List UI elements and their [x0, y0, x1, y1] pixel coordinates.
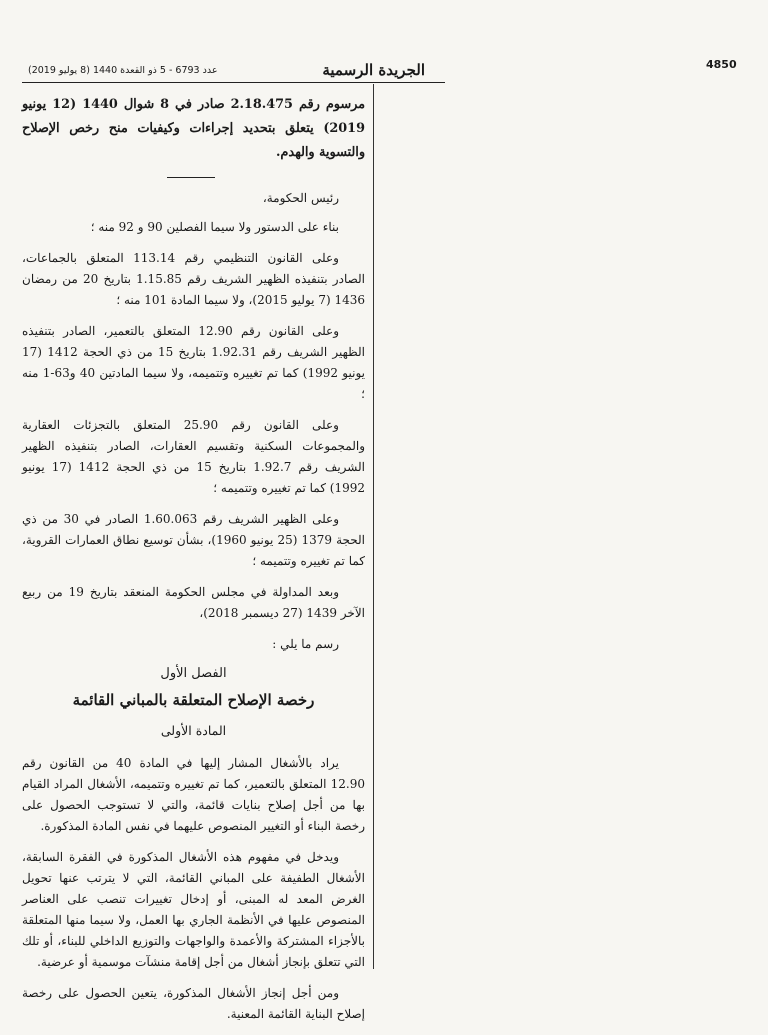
article-label: المادة الأولى: [160, 723, 227, 738]
decree-title: مرسوم رقم 2.18.475 صادر في 8 شوال 1440 (12 يونيو 2019) يتعلق بتحديد إجراءات وكيفيات منح رخص الإصلاح والتسوية والهدم.: [22, 97, 365, 160]
text-column: [22, 93, 365, 1035]
preamble-constitution: بناء على الدستور ولا سيما الفصلين 90 و 92 منه ؛: [90, 220, 339, 234]
column-divider: [373, 84, 374, 969]
preamble-dahir: وعلى الظهير الشريف رقم 1.60.063 الصادر في 30 من ذي الحجة 1379 (25 يونيو 1960)، بشأن توسيع نطاق العمارات القروية، كما تم تغييره وتتميمه ؛: [22, 512, 365, 568]
preamble-head-of-government: رئيس الحكومة،: [262, 191, 339, 205]
preamble-organic-law: وعلى القانون التنظيمي رقم 113.14 المتعلق بالجماعات، الصادر بتنفيذه الظهير الشريف رقم 1.15.85 بتاريخ 20 من رمضان 1436 (7 يوليو 2015)، ولا سيما المادة 101 منه ؛: [22, 251, 365, 307]
article-paragraph: ومن أجل إنجاز الأشغال المذكورة، يتعين الحصول على رخصة إصلاح البناية القائمة المعنية.: [22, 986, 365, 1021]
article-paragraph: يراد بالأشغال المشار إليها في المادة 40 من القانون رقم 12.90 المتعلق بالتعمير، كما تم تغييره وتتميمه، الأشغال المراد القيام بها من أجل إصلاح بنايات قائمة، والتي لا تستوجب الحصول على رخصة البناء أو التغيير المنصوص عليهما في نفس المادة المذكورة.: [22, 756, 365, 833]
chapter-label: الفصل الأول: [160, 666, 227, 681]
page-header: [22, 60, 445, 82]
article-paragraph: ويدخل في مفهوم هذه الأشغال المذكورة في الفقرة السابقة، الأشغال الطفيفة على المباني القائمة، التي لا يترتب عنها تحويل الغرض المعد له المبنى، أو إدخال تغييرات تنصب على العناصر المنصوص عليها في الأنظمة الجاري بها العمل، ولا سيما منها المتعلقة بالأجزاء المشتركة والأعمدة والواجهات والتوزيع الداخلي للبناء، أو تلك التي تتعلق بإنجاز أشغال من أجل إقامة منشآت موسمية أو عرضية.: [22, 850, 365, 969]
issue-info: عدد 6793 - 5 ذو القعدة 1440 (8 يوليو 2019): [28, 65, 218, 76]
preamble-deliberation: وبعد المداولة في مجلس الحكومة المنعقد بتاريخ 19 من ربيع الآخر 1439 (27 ديسمبر 2018)،: [22, 585, 365, 620]
enacting-clause: رسم ما يلي :: [272, 637, 339, 651]
preamble-subdivisions-law: وعلى القانون رقم 25.90 المتعلق بالتجزئات العقارية والمجموعات السكنية وتقسيم العقارات، الصادر بتنفيذه الظهير الشريف رقم 1.92.7 بتاريخ 15 من ذي الحجة 1412 (17 يونيو 1992) كما تم تغييره وتتميمه ؛: [22, 418, 365, 495]
title-rule: [167, 177, 215, 178]
gazette-title: الجريدة الرسمية: [322, 61, 425, 79]
header-rule: [22, 82, 445, 83]
chapter-title: رخصة الإصلاح المتعلقة بالمباني القائمة: [72, 691, 315, 709]
preamble-urbanism-law: وعلى القانون رقم 12.90 المتعلق بالتعمير، الصادر بتنفيذه الظهير الشريف رقم 1.92.31 بتاريخ 15 من ذي الحجة 1412 (17 يونيو 1992) كما تم تغييره وتتميمه، ولا سيما المادتين 40 و63-1 منه ؛: [22, 324, 365, 401]
page-number: 4850: [706, 58, 737, 71]
